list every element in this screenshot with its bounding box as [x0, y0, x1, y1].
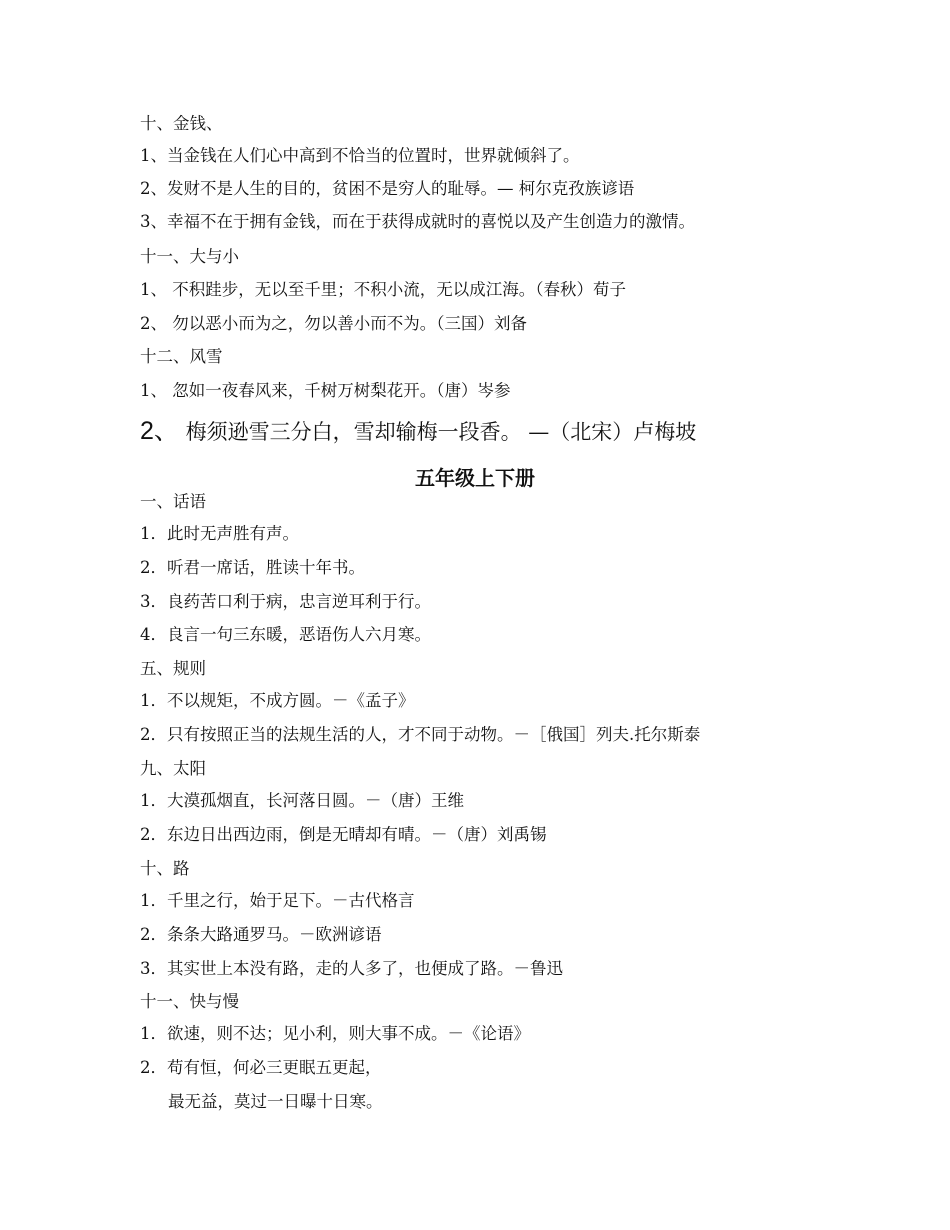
quote-line: 2．条条大路通罗马。－欧洲谚语	[140, 925, 382, 944]
quote-line: 3．其实世上本没有路，走的人多了，也便成了路。－鲁迅	[140, 959, 563, 978]
quote-line: 1．大漠孤烟直，长河落日圆。－（唐）王维	[140, 791, 464, 810]
quote-line: 3、幸福不在于拥有金钱，而在于获得成就时的喜悦以及产生创造力的激情。	[140, 212, 695, 231]
section-heading-sun: 九、太阳	[140, 759, 206, 778]
quote-line: 2．东边日出西边雨，倒是无晴却有晴。－（唐）刘禹锡	[140, 825, 547, 844]
section-heading-money: 十、金钱、	[140, 114, 223, 133]
quote-line: 2．只有按照正当的法规生活的人，才不同于动物。－［俄国］列夫.托尔斯泰	[140, 725, 701, 744]
quote-line: 2．听君一席话，胜读十年书。	[140, 558, 365, 577]
quote-line: 1．不以规矩，不成方圆。－《孟子》	[140, 691, 415, 710]
quote-line: 2、 勿以恶小而为之，勿以善小而不为。（三国）刘备	[140, 314, 527, 333]
section-heading-rules: 五、规则	[140, 659, 206, 678]
quote-line: 1．此时无声胜有声。	[140, 524, 299, 543]
quote-line: 1．欲速，则不达；见小利，则大事不成。－《论语》	[140, 1024, 530, 1043]
section-heading-fast-slow: 十一、快与慢	[140, 992, 239, 1011]
section-heading-wind-snow: 十二、风雪	[140, 347, 223, 366]
quote-text: 梅须逊雪三分白，雪却输梅一段香。 —（北宋）卢梅坡	[178, 420, 697, 444]
quote-line: 1、 不积跬步，无以至千里；不积小流，无以成江海。（春秋）荀子	[140, 280, 626, 299]
quote-line: 1．千里之行，始于足下。－古代格言	[140, 891, 415, 910]
quote-number: 2、	[140, 417, 179, 445]
quote-line: 3．良药苦口利于病，忠言逆耳利于行。	[140, 592, 431, 611]
quote-line: 2、发财不是人生的目的，贫困不是穷人的耻辱。— 柯尔克孜族谚语	[140, 179, 635, 198]
section-title: 五年级上下册	[415, 466, 535, 490]
quote-line-continuation: 最无益，莫过一日曝十日寒。	[168, 1092, 383, 1111]
quote-line: 1、当金钱在人们心中高到不恰当的位置时，世界就倾斜了。	[140, 146, 580, 165]
section-heading-big-and-small: 十一、大与小	[140, 247, 239, 266]
section-heading-road: 十、路	[140, 859, 190, 878]
quote-line-large	[140, 417, 696, 446]
quote-line: 1、 忽如一夜春风来，千树万树梨花开。（唐）岑参	[140, 381, 511, 400]
quote-line: 4．良言一句三东暖，恶语伤人六月寒。	[140, 625, 431, 644]
quote-line: 2．苟有恒，何必三更眠五更起，	[140, 1058, 382, 1077]
section-heading-speech: 一、话语	[140, 492, 206, 511]
